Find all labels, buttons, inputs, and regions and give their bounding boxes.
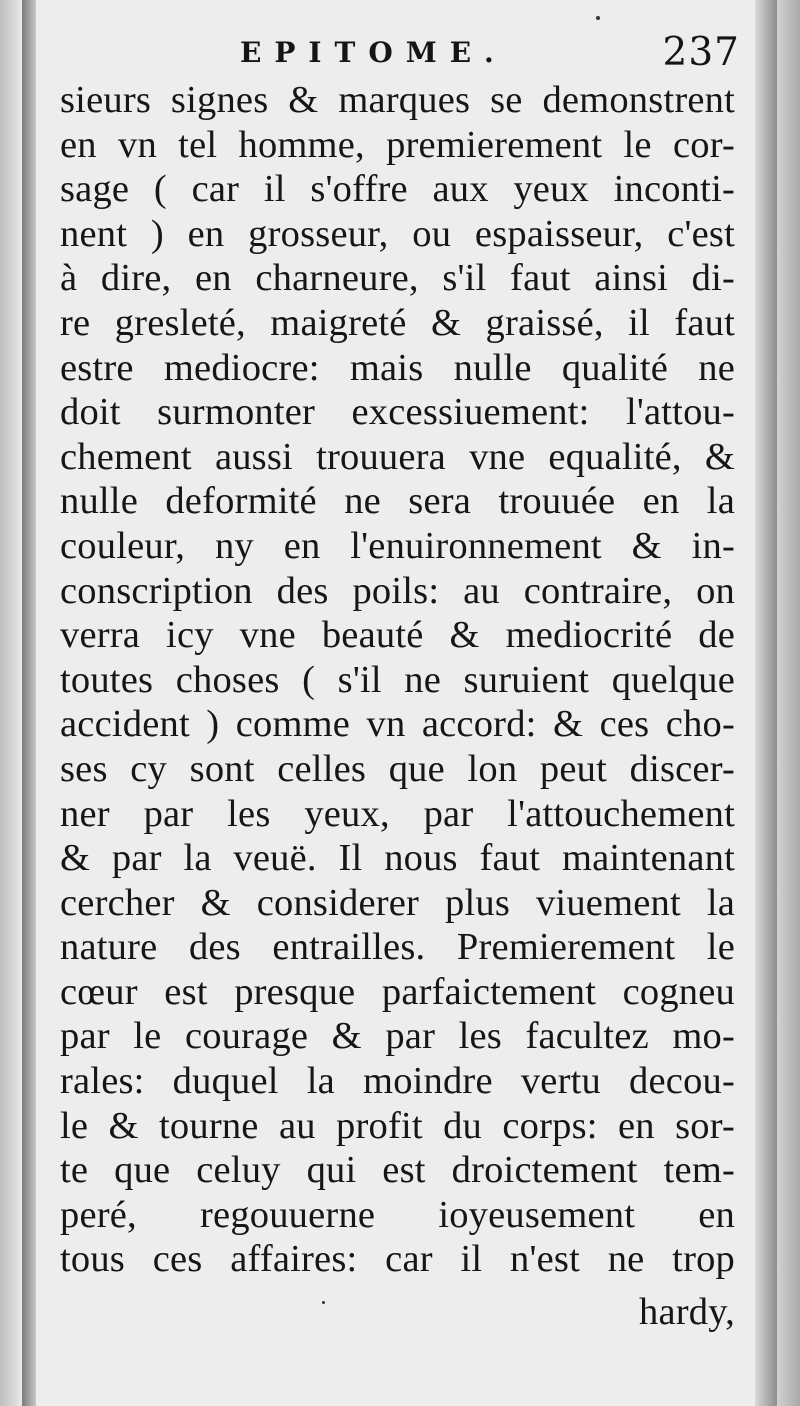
text-line: nent ) en grosseur, ou espaisseur, c'est: [60, 212, 735, 255]
text-line: ses cy sont celles que lon peut discer-: [60, 747, 735, 790]
page-number: 237: [662, 30, 740, 75]
text-line: estre mediocre: mais nulle qualité ne: [60, 346, 735, 389]
page-edge-shadow: [755, 0, 777, 1406]
text-line: rales: duquel la moindre vertu decou-: [60, 1060, 735, 1103]
text-line: nature des entrailles. Premierement le: [60, 926, 735, 969]
catchword: hardy,: [639, 1291, 735, 1334]
text-line: re gresleté, maigreté & graissé, il faut: [60, 301, 735, 344]
text-line: couleur, ny en l'enuironnement & in-: [60, 524, 735, 567]
running-head: EPITOME.: [240, 36, 507, 69]
text-line: cœur est presque parfaictement cogneu: [60, 970, 735, 1013]
binding-shadow: [22, 0, 36, 1406]
text-line: peré, regouuerne ioyeusement en: [60, 1193, 735, 1236]
body-text: [60, 78, 735, 1335]
text-line: te que celuy qui est droictement tem-: [60, 1149, 735, 1192]
text-line: sieurs signes & marques se demonstrent: [60, 79, 735, 121]
text-line: ner par les yeux, par l'attouchement: [60, 792, 735, 835]
ink-speck: [322, 1301, 325, 1304]
text-line: doit surmonter excessiuement: l'attou-: [60, 391, 735, 434]
text-line: verra icy vne beauté & mediocrité de: [60, 614, 735, 657]
text-line: cercher & considerer plus viuement la: [60, 881, 735, 924]
text-line: en vn tel homme, premierement le cor-: [60, 123, 735, 166]
page-header: [60, 30, 740, 80]
text-line: le & tourne au profit du corps: en sor-: [60, 1104, 735, 1147]
text-line: sage ( car il s'offre aux yeux inconti-: [60, 168, 735, 211]
text-line: nulle deformité ne sera trouuée en la: [60, 480, 735, 523]
text-line: accident ) comme vn accord: & ces cho-: [60, 703, 735, 746]
ink-speck: [596, 16, 600, 20]
text-line: chement aussi trouuera vne equalité, &: [60, 435, 735, 478]
text-line: tous ces affaires: car il n'est ne trop: [60, 1238, 735, 1281]
text-line: & par la veuë. Il nous faut maintenant: [60, 837, 735, 880]
text-line: à dire, en charneure, s'il faut ainsi di-: [60, 257, 735, 300]
text-line: toutes choses ( s'il ne suruient quelque: [60, 658, 735, 701]
text-line: par le courage & par les facultez mo-: [60, 1015, 735, 1058]
text-line: conscription des poils: au contraire, on: [60, 569, 735, 612]
